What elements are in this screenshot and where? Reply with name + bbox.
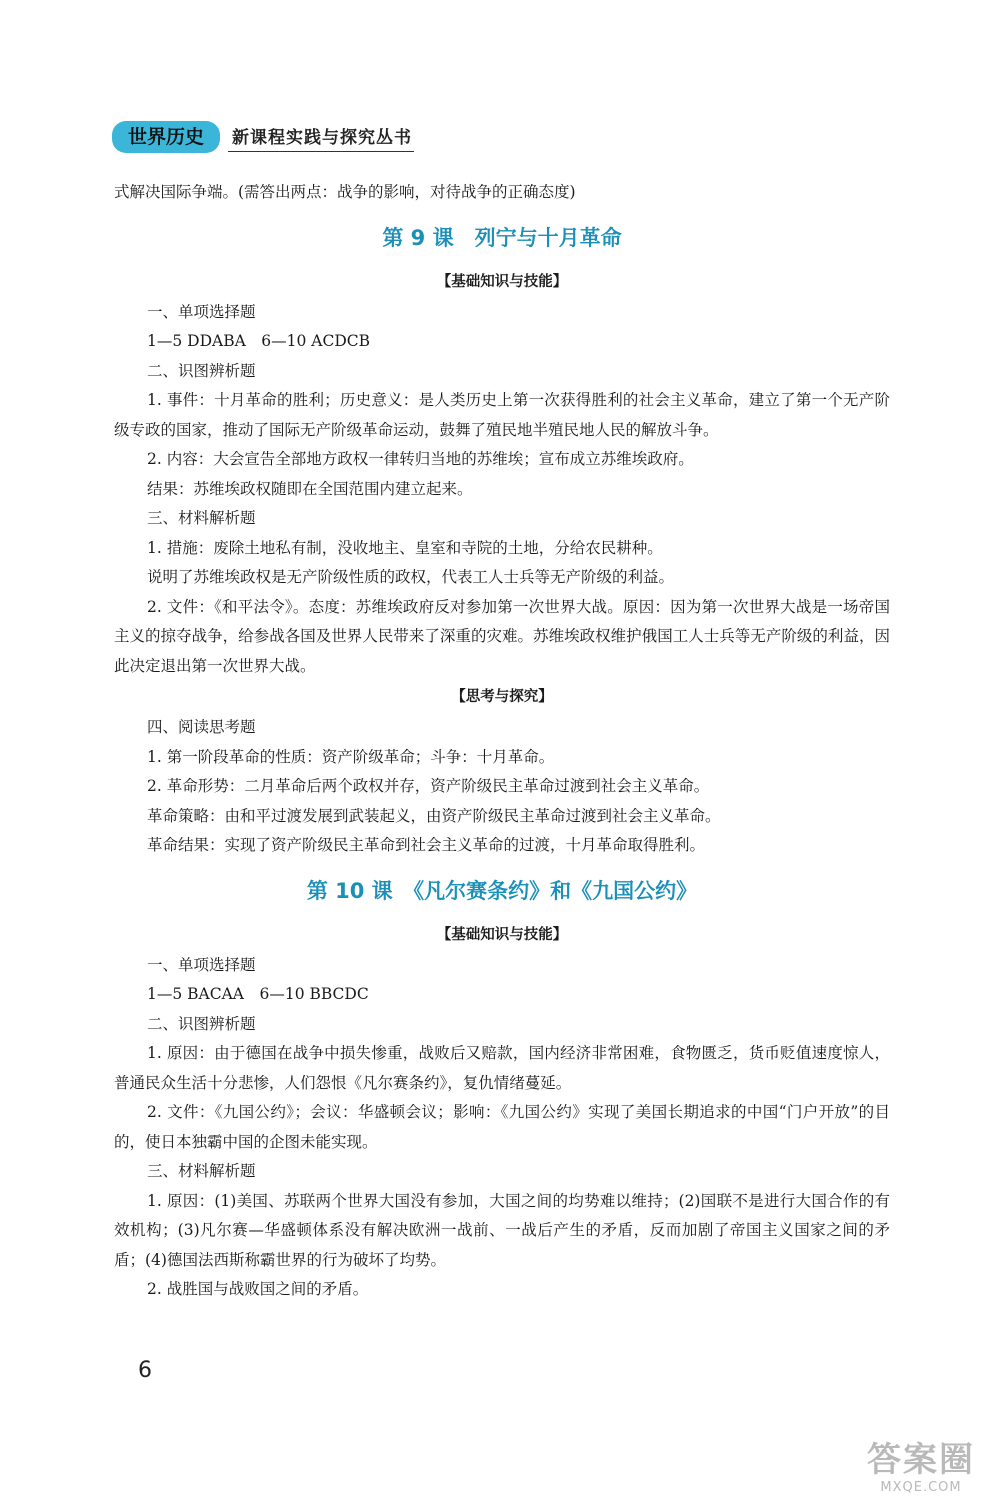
lesson-9-title: 第 9 课 列宁与十月革命: [382, 225, 622, 250]
series-title: 新课程实践与探究丛书: [228, 123, 414, 152]
intro-text: 式解决国际争端。(需答出两点：战争的影响，对待战争的正确态度): [114, 183, 576, 201]
l9-q3-title: 三、材料解析题: [147, 509, 256, 527]
l9-q3-1b: 说明了苏维埃政权是无产阶级性质的政权，代表工人士兵等无产阶级的利益。: [147, 568, 675, 586]
l9-q2-2: 2. 内容：大会宣告全部地方政权一律转归当地的苏维埃；宣布成立苏维埃政府。: [147, 450, 694, 468]
l9-q4-2: 2. 革命形势：二月革命后两个政权并存，资产阶级民主革命过渡到社会主义革命。: [147, 777, 710, 795]
l9-q4-1: 1. 第一阶段革命的性质：资产阶级革命；斗争：十月革命。: [147, 747, 555, 766]
l9-q4-2c: 革命结果：实现了资产阶级民主革命到社会主义革命的过渡，十月革命取得胜利。: [147, 836, 706, 854]
l9-q2-1: 1. 事件：十月革命的胜利；历史意义：是人类历史上第一次获得胜利的社会主义革命，建立了第一个无产阶级专政的国家，推动了国际无产阶级革命运动，鼓舞了殖民地半殖民地人民的解放斗争。: [114, 391, 890, 439]
watermark-logo: [858, 1440, 984, 1496]
lesson-10-title: 第 10 课 《凡尔赛条约》和《九国公约》: [306, 878, 698, 903]
subject-badge: 世界历史: [112, 121, 220, 153]
l9-q1-answers: 1—5 DDABA 6—10 ACDCB: [147, 332, 371, 350]
l10-q2-1: 1. 原因：由于德国在战争中损失惨重，战败后又赔款，国内经济非常困难，食物匮乏，货币贬值速度惊人，普通民众生活十分悲惨，人们怨恨《凡尔赛条约》，复仇情绪蔓延。: [114, 1044, 890, 1092]
l9-q4-title: 四、阅读思考题: [147, 718, 256, 736]
lesson-9-section-basic: 【基础知识与技能】: [436, 273, 568, 290]
lesson-9-section-explore: 【思考与探究】: [451, 689, 553, 705]
page-number: 6: [138, 1358, 152, 1383]
page-content: [114, 178, 890, 1305]
l9-q2-title: 二、识图辨析题: [147, 361, 256, 380]
l10-q1-answers: 1—5 BACAA 6—10 BBCDC: [147, 985, 369, 1003]
page-header: [112, 120, 414, 154]
l9-q4-2b: 革命策略：由和平过渡发展到武装起义，由资产阶级民主革命过渡到社会主义革命。: [147, 806, 721, 825]
l10-q3-1: 1. 原因：(1)美国、苏联两个世界大国没有参加，大国之间的均势难以维持；(2)国联不是进行大国合作的有效机构；(3)凡尔赛—华盛顿体系没有解决欧洲一战前、一战后产生的矛盾，反而加剧了帝国主义国家之间的矛盾；(4)德国法西斯称霸世界的行为破坏了均势。: [114, 1191, 890, 1269]
l10-q3-title: 三、材料解析题: [147, 1162, 256, 1180]
lesson-10-section-basic: 【基础知识与技能】: [436, 926, 568, 943]
l10-q3-2: 2. 战胜国与战败国之间的矛盾。: [147, 1280, 369, 1298]
watermark-domain: MXQE.COM: [880, 1480, 962, 1495]
l10-q2-2: 2. 文件：《九国公约》；会议：华盛顿会议；影响：《九国公约》实现了美国长期追求的中国“门户开放”的目的，使日本独霸中国的企图未能实现。: [114, 1103, 890, 1151]
l9-q3-1: 1. 措施：废除土地私有制，没收地主、皇室和寺院的土地，分给农民耕种。: [147, 538, 663, 557]
l9-q3-2: 2. 文件：《和平法令》。态度：苏维埃政府反对参加第一次世界大战。原因：因为第一次世界大战是一场帝国主义的掠夺战争，给参战各国及世界人民带来了深重的灾难。苏维埃政权维护俄国工人士兵等无产阶级的利益，因此决定退出第一次世界大战。: [114, 597, 890, 675]
l10-q1-title: 一、单项选择题: [147, 955, 256, 974]
l9-q2-2b: 结果：苏维埃政权随即在全国范围内建立起来。: [147, 479, 473, 498]
watermark-main: 答案圈: [867, 1440, 975, 1480]
l10-q2-title: 二、识图辨析题: [147, 1014, 256, 1033]
l9-q1-title: 一、单项选择题: [147, 302, 256, 321]
